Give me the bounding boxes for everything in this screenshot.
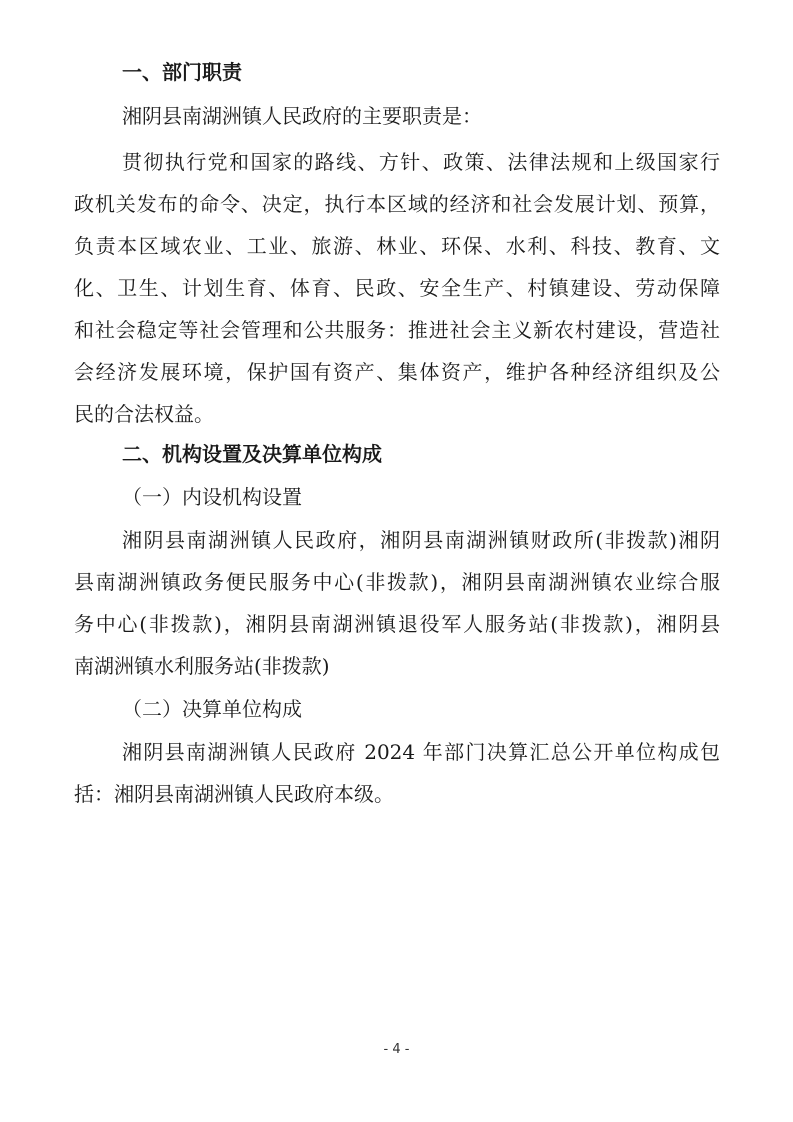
subsection-title-internal-units: （一）内设机构设置: [122, 485, 302, 509]
duties-intro: 湘阴县南湖洲镇人民政府的主要职责是：: [122, 104, 482, 128]
duties-line: 会经济发展环境，保护国有资产、集体资产，维护各种经济组织及公: [74, 360, 720, 384]
duties-line: 民的合法权益。: [74, 402, 214, 426]
internal-units-line: 县南湖洲镇政务便民服务中心(非拨款)，湘阴县南湖洲镇农业综合服: [74, 570, 720, 594]
internal-units-line: 南湖洲镇水利服务站(非拨款): [74, 654, 330, 678]
page-number: - 4 -: [383, 1042, 410, 1057]
section-heading-department-duties: 一、部门职责: [122, 60, 242, 84]
internal-units-line: 湘阴县南湖洲镇人民政府，湘阴县南湖洲镇财政所(非拨款)湘阴: [122, 528, 720, 552]
duties-line: 和社会稳定等社会管理和公共服务：推进社会主义新农村建设，营造社: [74, 318, 720, 342]
section-heading-organization: 二、机构设置及决算单位构成: [122, 442, 382, 466]
duties-line: 政机关发布的命令、决定，执行本区域的经济和社会发展计划、预算，: [74, 192, 720, 216]
duties-line: 负责本区域农业、工业、旅游、林业、环保、水利、科技、教育、文: [74, 234, 720, 258]
subsection-title-accounting-units: （二）决算单位构成: [122, 697, 302, 721]
duties-line: 贯彻执行党和国家的路线、方针、政策、法律法规和上级国家行: [122, 150, 720, 174]
accounting-units-line: 湘阴县南湖洲镇人民政府 2024 年部门决算汇总公开单位构成包: [122, 740, 720, 764]
duties-line: 化、卫生、计划生育、体育、民政、安全生产、村镇建设、劳动保障: [74, 276, 720, 300]
accounting-units-line: 括：湘阴县南湖洲镇人民政府本级。: [74, 782, 394, 806]
internal-units-line: 务中心(非拨款)，湘阴县南湖洲镇退役军人服务站(非拨款)，湘阴县: [74, 612, 720, 636]
